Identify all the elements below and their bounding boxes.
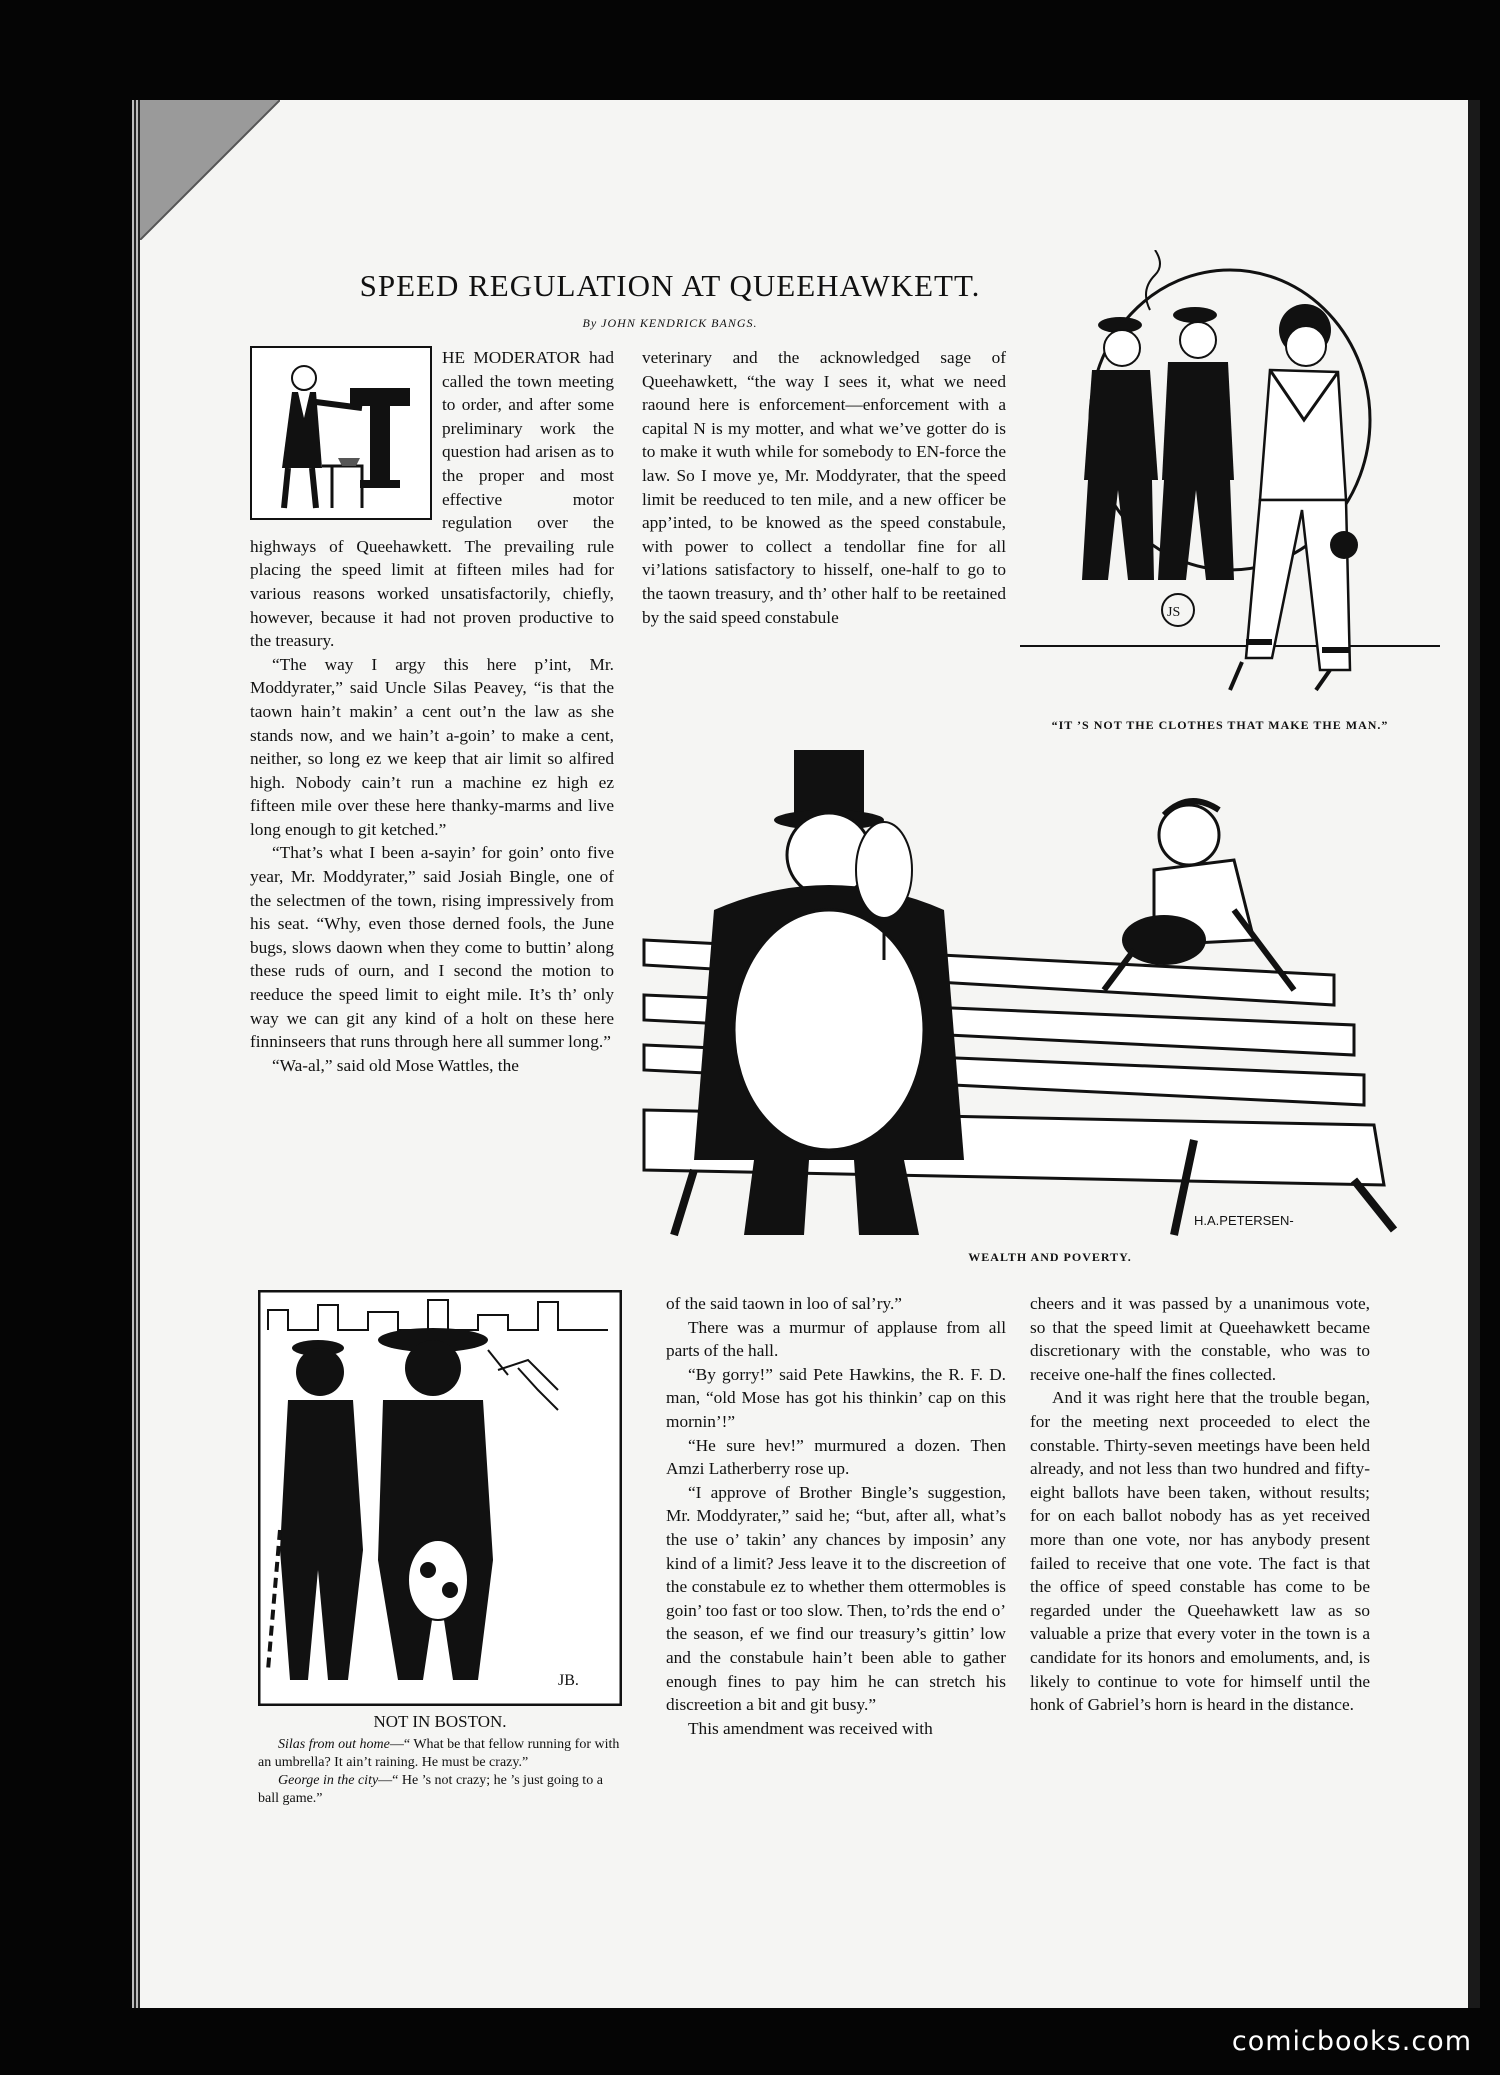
- paragraph: There was a murmur of applause from all parts of the hall.: [666, 1317, 1006, 1361]
- page-right-edge: [1468, 100, 1480, 2008]
- site-watermark: comicbooks.com: [1231, 2026, 1472, 2057]
- paragraph: “By gorry!” said Pete Hawkins, the R. F. D. man, “old Mose has got his thinkin’ cap on this mornin’!”: [666, 1364, 1006, 1431]
- article-title: SPEED REGULATION AT QUEEHAWKETT.: [359, 268, 981, 303]
- boston-caption-title: NOT IN BOSTON.: [373, 1712, 507, 1731]
- dropcap-illustration: [250, 346, 432, 520]
- wealth-poverty-illustration: [634, 740, 1414, 1240]
- speaker-label: Silas from out home: [278, 1737, 390, 1752]
- speaker-label: George in the city: [278, 1773, 379, 1788]
- sailors-illustration: [1020, 250, 1440, 710]
- dialogue-line: —“ What be that fellow running for with an umbrella? It ain’t raining. He must be crazy.”: [258, 1737, 620, 1770]
- article-column-1: [250, 346, 614, 1077]
- sailors-caption: “IT ’S NOT THE CLOTHES THAT MAKE THE MAN.”: [1051, 718, 1389, 732]
- paragraph: “He sure hev!” murmured a dozen. Then Amzi Latherberry rose up.: [666, 1435, 1006, 1479]
- not-in-boston-illustration: [258, 1290, 622, 1706]
- boston-caption-text: [258, 1736, 622, 1808]
- wealth-signature: H.A.PETERSEN-: [1194, 1213, 1294, 1228]
- svg-text:JB.: JB.: [558, 1672, 579, 1689]
- paragraph: “The way I argy this here p’int, Mr. Moddyrater,” said Uncle Silas Peavey, “is that the taown hain’t makin’ a cent out’n the law as she stands now, and we hain’t a-goin’ to make a cent, neither, so long ez we keep that air limit so alfired high. Nobody cain’t run a machine ez high ez fifteen mile over these here thanky-marms and live long enough to git ketched.”: [250, 654, 614, 839]
- article-column-2: [642, 346, 1006, 629]
- paragraph: And it was right here that the trouble began, for the meeting next proceeded to elect the constable. Thirty-seven meetings have been held already, and not less than two hundred and fifty-eight ballots have been taken, without results; for on each ballot nobody has as yet received more than one vote, nor has anybody present failed to receive that one vote. The fact is that the office of speed constable has come to be regarded under the Queehawkett law as so valuable a prize that every voter in the town is a candidate for its honors and emoluments, and, is likely to continue to vote for himself until the honk of Gabriel’s horn is heard in the distance.: [1030, 1388, 1370, 1715]
- paragraph: “That’s what I been a-sayin’ for goin’ onto five year, Mr. Moddyrater,” said Josiah Bingle, one of the selectmen of the town, rising impressively from his seat. “Why, even those derned fools, the June bugs, slows daown when they come to buttin’ along these ruds of ourn, and I second the motion to reeduce the speed limit to eight mile. It’s th’ only way we can git any kind of a holt on these here finninseers that runs through here all summer long.”: [250, 843, 614, 1052]
- article-column-4: [1030, 1292, 1370, 1717]
- paragraph: of the said taown in loo of sal’ry.”: [666, 1294, 902, 1313]
- dialogue-line: —“ He ’s not crazy; he ’s just going to a ball game.”: [258, 1773, 603, 1806]
- svg-text:JS: JS: [1167, 605, 1181, 620]
- photo-corner-mount: [140, 100, 280, 240]
- paragraph: “Wa-al,” said old Mose Wattles, the: [272, 1055, 519, 1075]
- paragraph: “I approve of Brother Bingle’s suggestion, Mr. Moddyrater,” said he; “but, after all, what’s the use o’ takin’ any chances by imposin’ any kind of a limit? Jess leave it to the discreetion of the constabule ez to whether them ottermobles is goin’ too fast or too slow. Then, to’rds the end o’ the season, ef we find our treasury’s gittin’ low and the constabule hain’t been able to gather enough fines to pay him he can stretch his discreetion a bit and git busy.”: [666, 1482, 1006, 1715]
- paragraph: This amendment was received with: [688, 1718, 933, 1738]
- paragraph: veterinary and the acknowledged sage of Queehawkett, “the way I sees it, what we need raound here is enforcement—enforcement with a capital N is my motter, and what we’ve gotter do is to make it wuth while for somebody to EN-force the law. So I move ye, Mr. Moddyrater, that the speed limit be reeduced to ten mile, and a new officer be app’inted, to be knowed as the speed constabule, with power to collect a tendollar fine for all vi’lations satisfactory to hisself, one-half to go to the taown treasury, and th’ other half to be reetained by the said speed constabule: [642, 348, 1006, 627]
- paragraph: cheers and it was passed by a unanimous vote, so that the speed limit at Queehawkett became discretionary with the constable, who was to receive one-half the fines collected.: [1030, 1294, 1370, 1384]
- paragraph: HE MODERATOR had called the town meeting to order, and after some preliminary work the question had arisen as to the proper and most effective motor regulation over the highways of Queehawkett. The prevailing rule placing the speed limit at fifteen miles had for various reasons worked unsatisfactorily, chiefly, however, because it had not proven productive to the treasury.: [250, 348, 614, 651]
- article-byline: By JOHN KENDRICK BANGS.: [582, 316, 758, 330]
- article-column-3: [666, 1292, 1006, 1740]
- wealth-caption: WEALTH AND POVERTY.: [968, 1250, 1132, 1264]
